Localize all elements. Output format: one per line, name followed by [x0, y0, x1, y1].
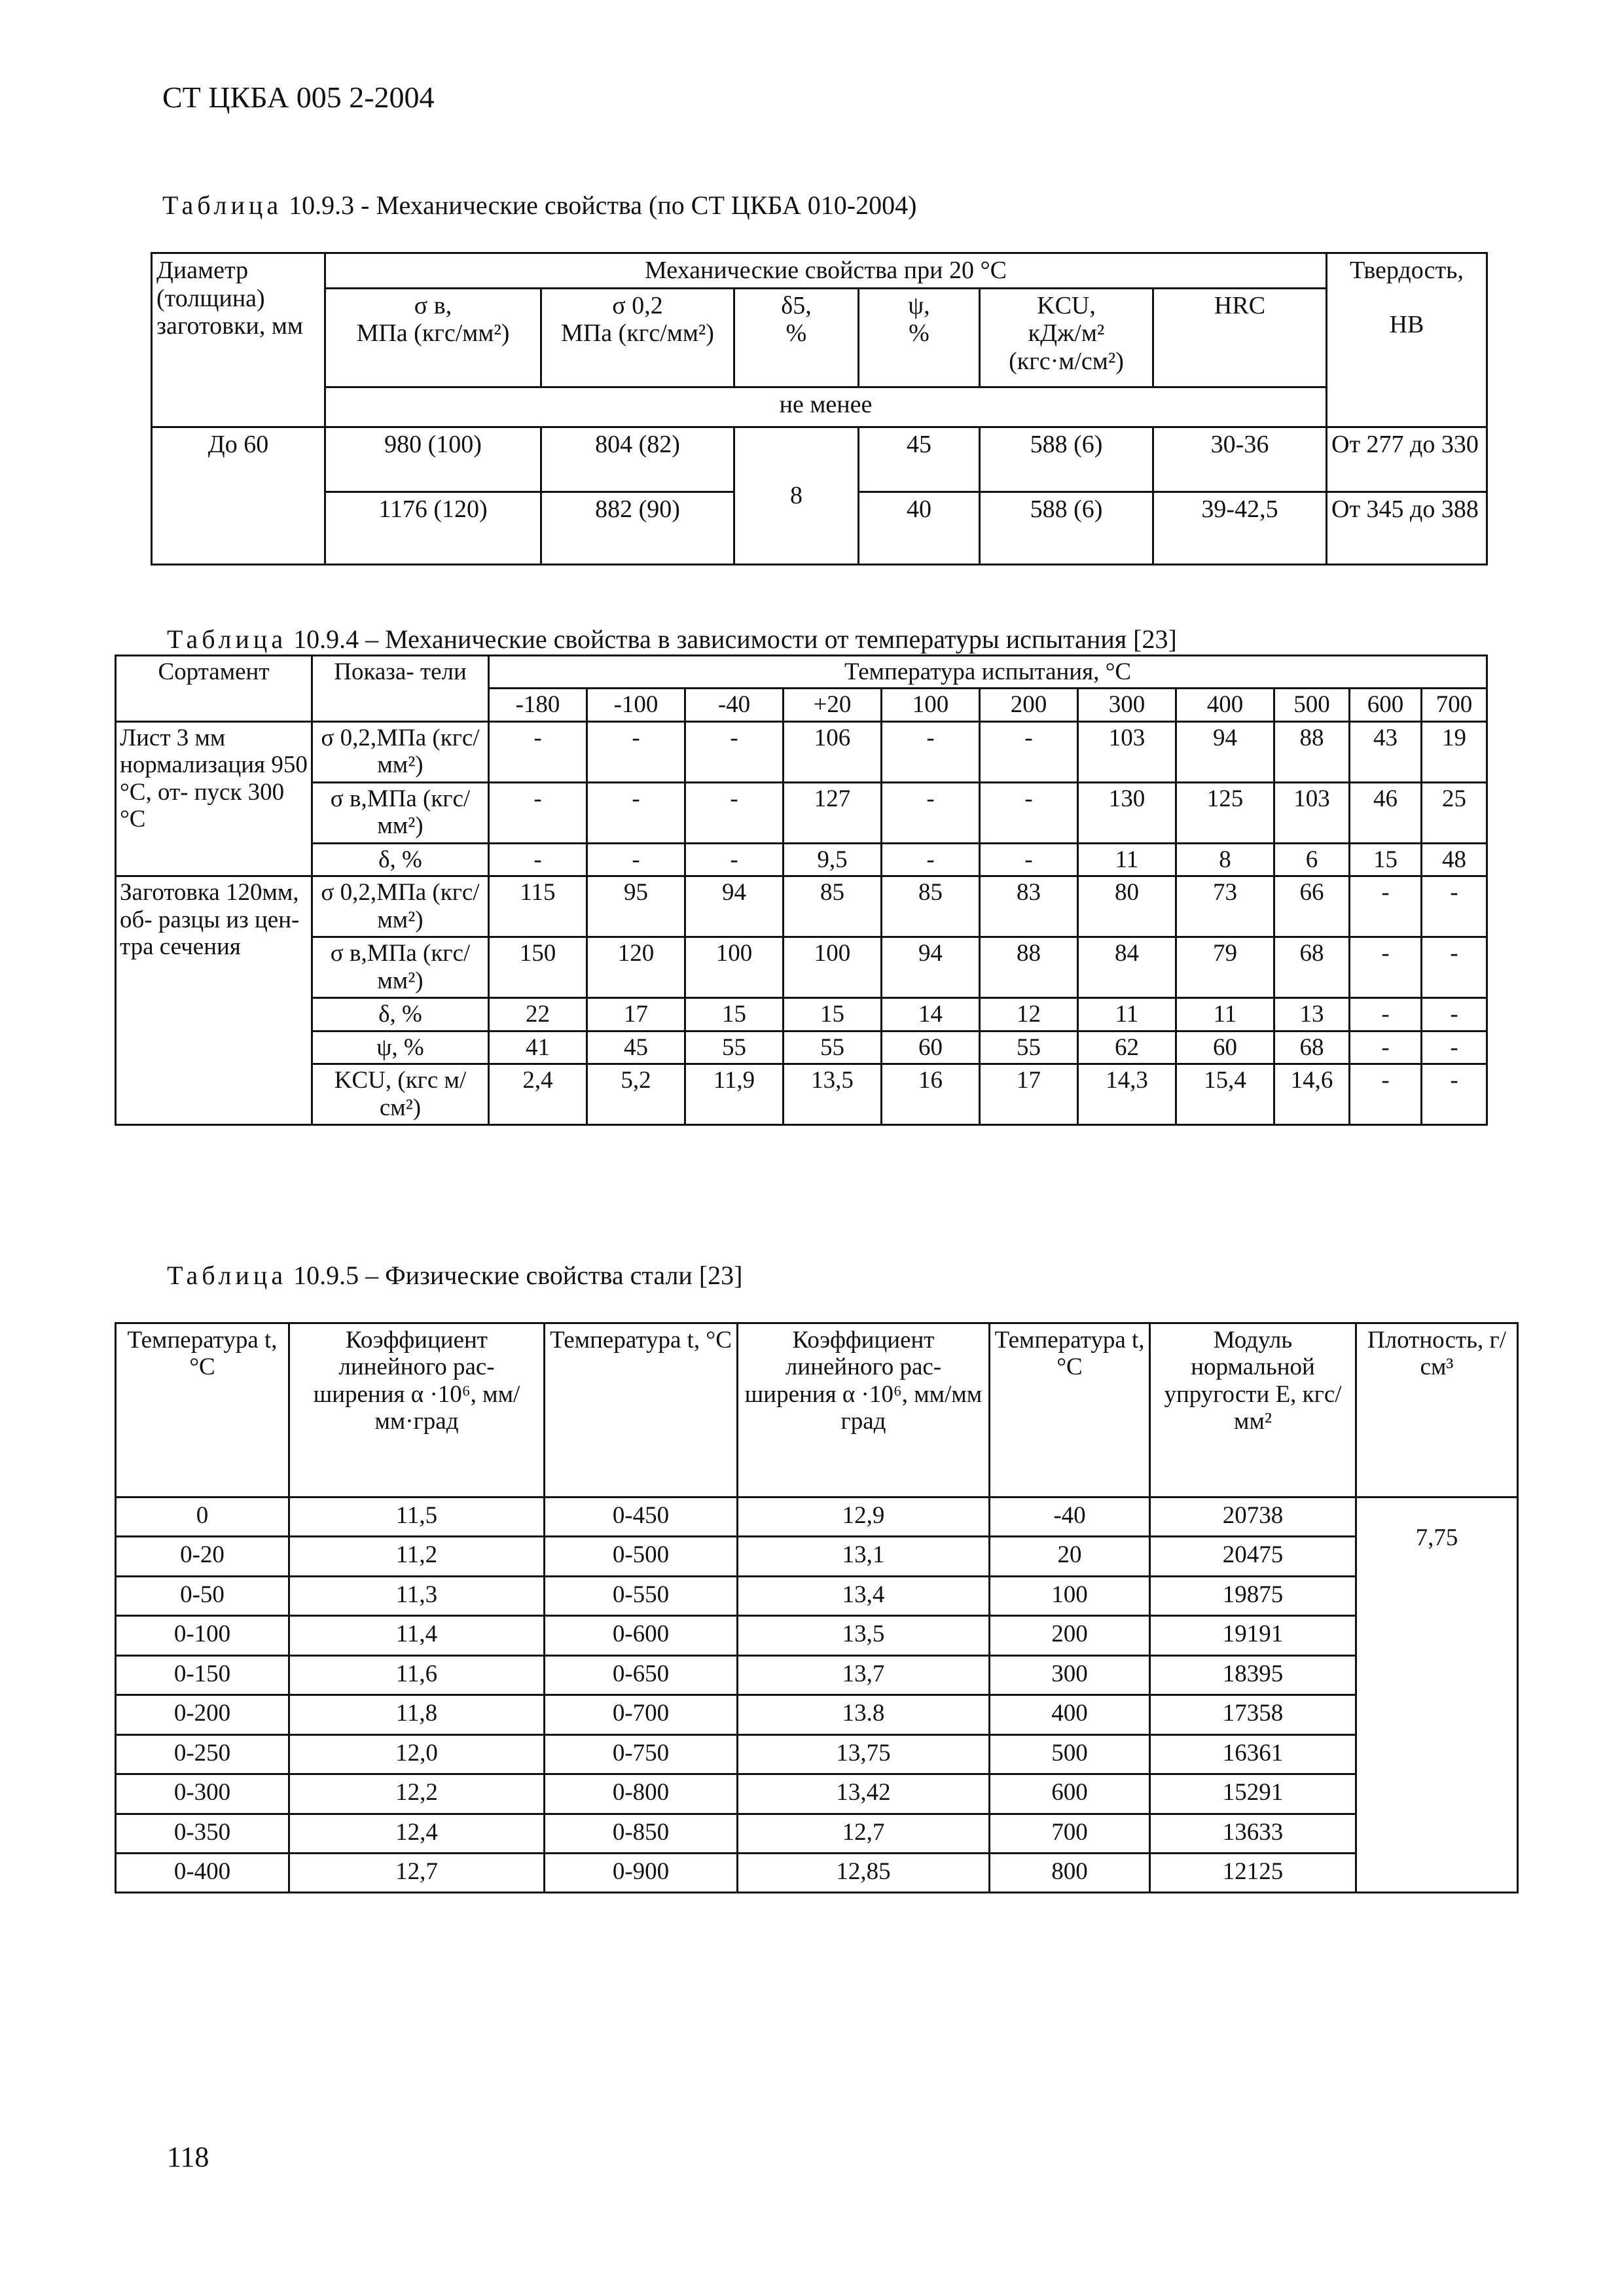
value-cell: 12 — [980, 998, 1078, 1031]
header-coef-1: Коэффициент линейного рас- ширения α ·10⁶, мм/мм·град — [289, 1323, 545, 1498]
value-cell: 12,9 — [738, 1498, 990, 1537]
value-cell: 13,5 — [784, 1064, 882, 1125]
value-cell: 16361 — [1150, 1734, 1356, 1774]
indicator-cell: KCU, (кгс м/см²) — [312, 1064, 489, 1125]
value-cell: 73 — [1176, 876, 1274, 937]
value-cell: 400 — [990, 1695, 1150, 1734]
value-cell: 94 — [1176, 721, 1274, 782]
table-row — [116, 1616, 1518, 1655]
table-row — [116, 1031, 1487, 1064]
value-cell: 68 — [1274, 937, 1350, 998]
table-row — [116, 1537, 1518, 1576]
value-cell: 88 — [1274, 721, 1350, 782]
value-cell: 11,6 — [289, 1655, 545, 1695]
header-kcu-unit2: (кгс·м/см²) — [1009, 347, 1124, 375]
value-cell: 600 — [990, 1774, 1150, 1814]
value-cell: 11,2 — [289, 1537, 545, 1576]
group-label: Лист 3 мм нормализация 950 °С, от- пуск 300 °С — [116, 721, 312, 876]
value-cell: - — [980, 843, 1078, 876]
header-not-less: не менее — [325, 387, 1327, 427]
value-cell: 60 — [882, 1031, 980, 1064]
value-cell: 17 — [980, 1064, 1078, 1125]
header-hardness-label: Твердость, — [1350, 257, 1464, 284]
header-delta5 — [734, 288, 859, 387]
value-cell: 0-750 — [545, 1734, 738, 1774]
value-cell: 88 — [980, 937, 1078, 998]
header-temp-0: -180 — [489, 689, 587, 721]
table1-caption-text: 10.9.3 - Механические свойства (по СТ ЦКБА 010-2004) — [289, 190, 917, 220]
group-label: Заготовка 120мм, об- разцы из цен- тра сечения — [116, 876, 312, 1125]
table-row — [116, 998, 1487, 1031]
header-temp-7: 400 — [1176, 689, 1274, 721]
table-row — [116, 721, 1487, 782]
header-kcu-unit: кДж/м² — [1028, 319, 1105, 348]
value-cell: 127 — [784, 782, 882, 843]
table1-caption-prefix: Таблица — [162, 190, 283, 220]
cell-sigma-b: 980 (100) — [325, 427, 541, 492]
cell-sigma-02: 882 (90) — [541, 492, 734, 564]
value-cell: 20475 — [1150, 1537, 1356, 1576]
value-cell: 100 — [990, 1576, 1150, 1615]
header-assortment: Сортамент — [116, 656, 312, 722]
value-cell: 103 — [1274, 782, 1350, 843]
table3-caption — [167, 1260, 742, 1291]
header-temp-2: Температура t, °С — [545, 1323, 738, 1498]
cell-hrc: 30-36 — [1153, 427, 1327, 492]
value-cell: 17 — [587, 998, 685, 1031]
value-cell: 95 — [587, 876, 685, 937]
indicator-cell: ψ, % — [312, 1031, 489, 1064]
cell-psi: 45 — [859, 427, 980, 492]
value-cell: 5,2 — [587, 1064, 685, 1125]
value-cell: -40 — [990, 1498, 1150, 1537]
value-cell: 20738 — [1150, 1498, 1356, 1537]
value-cell: 0-600 — [545, 1616, 738, 1655]
header-sigma-02-symbol: σ 0,2 — [612, 291, 663, 319]
value-cell: 18395 — [1150, 1655, 1356, 1695]
value-cell: 500 — [990, 1734, 1150, 1774]
value-cell: 15 — [685, 998, 784, 1031]
value-cell: 66 — [1274, 876, 1350, 937]
value-cell: 22 — [489, 998, 587, 1031]
value-cell: - — [882, 721, 980, 782]
value-cell: 15,4 — [1176, 1064, 1274, 1125]
value-cell: 0-200 — [116, 1695, 289, 1734]
value-cell: 0-100 — [116, 1616, 289, 1655]
table-row — [116, 937, 1487, 998]
value-cell: 19875 — [1150, 1576, 1356, 1615]
value-cell: 130 — [1078, 782, 1176, 843]
value-cell: 2,4 — [489, 1064, 587, 1125]
cell-delta5: 8 — [734, 427, 859, 564]
header-kcu — [980, 288, 1153, 387]
value-cell: 19 — [1422, 721, 1487, 782]
value-cell: 85 — [784, 876, 882, 937]
header-sigma-02-unit: МПа (кгс/мм²) — [561, 319, 714, 348]
indicator-cell: δ, % — [312, 998, 489, 1031]
value-cell: - — [1422, 876, 1487, 937]
value-cell: - — [489, 843, 587, 876]
value-cell: 0-650 — [545, 1655, 738, 1695]
table-row — [116, 1655, 1518, 1695]
value-cell: 43 — [1350, 721, 1422, 782]
value-cell: 94 — [882, 937, 980, 998]
cell-hrc: 39-42,5 — [1153, 492, 1327, 564]
value-cell: - — [489, 721, 587, 782]
header-sigma-b-symbol: σ в, — [414, 291, 452, 319]
table2-caption-prefix: Таблица — [167, 624, 287, 654]
value-cell: 12125 — [1150, 1853, 1356, 1892]
table-row — [116, 1695, 1518, 1734]
value-cell: 62 — [1078, 1031, 1176, 1064]
header-psi — [859, 288, 980, 387]
header-temp-5: 200 — [980, 689, 1078, 721]
value-cell: 55 — [685, 1031, 784, 1064]
header-kcu-symbol: KCU, — [1037, 291, 1096, 319]
table-row — [116, 1498, 1518, 1537]
value-cell: 800 — [990, 1853, 1150, 1892]
value-cell: 83 — [980, 876, 1078, 937]
value-cell: 20 — [990, 1537, 1150, 1576]
value-cell: 85 — [882, 876, 980, 937]
header-temp-2: -40 — [685, 689, 784, 721]
value-cell: 125 — [1176, 782, 1274, 843]
value-cell: 19191 — [1150, 1616, 1356, 1655]
header-hardness — [1327, 253, 1487, 427]
cell-diameter: До 60 — [152, 427, 325, 564]
value-cell: 100 — [784, 937, 882, 998]
value-cell: 11,3 — [289, 1576, 545, 1615]
cell-psi: 40 — [859, 492, 980, 564]
value-cell: 0-700 — [545, 1695, 738, 1734]
value-cell: 0-400 — [116, 1853, 289, 1892]
value-cell: - — [685, 721, 784, 782]
value-cell: 11 — [1078, 998, 1176, 1031]
value-cell: 120 — [587, 937, 685, 998]
cell-hb: От 345 до 388 — [1327, 492, 1487, 564]
value-cell: 13.8 — [738, 1695, 990, 1734]
value-cell: - — [980, 782, 1078, 843]
value-cell: 55 — [980, 1031, 1078, 1064]
value-cell: - — [587, 721, 685, 782]
value-cell: 0-800 — [545, 1774, 738, 1814]
value-cell: 13,7 — [738, 1655, 990, 1695]
value-cell: 0-500 — [545, 1537, 738, 1576]
header-temp-1: Температура t, °С — [116, 1323, 289, 1498]
value-cell: - — [1350, 998, 1422, 1031]
header-temp-8: 500 — [1274, 689, 1350, 721]
header-temp-4: 100 — [882, 689, 980, 721]
value-cell: 700 — [990, 1814, 1150, 1853]
value-cell: 13,5 — [738, 1616, 990, 1655]
table-row — [116, 1814, 1518, 1853]
header-temp-10: 700 — [1422, 689, 1487, 721]
value-cell: 84 — [1078, 937, 1176, 998]
value-cell: - — [685, 843, 784, 876]
value-cell: 11,9 — [685, 1064, 784, 1125]
value-cell: 48 — [1422, 843, 1487, 876]
value-cell: 0-450 — [545, 1498, 738, 1537]
value-cell: 13 — [1274, 998, 1350, 1031]
value-cell: - — [980, 721, 1078, 782]
value-cell: - — [882, 843, 980, 876]
indicator-cell: σ в,МПа (кгс/мм²) — [312, 937, 489, 998]
table-row — [116, 1774, 1518, 1814]
value-cell: 12,85 — [738, 1853, 990, 1892]
cell-kcu: 588 (6) — [980, 492, 1153, 564]
value-cell: - — [882, 782, 980, 843]
header-coef-2: Коэффициент линейного рас- ширения α ·10⁶, мм/мм град — [738, 1323, 990, 1498]
value-cell: 0-300 — [116, 1774, 289, 1814]
indicator-cell: σ в,МПа (кгс/мм²) — [312, 782, 489, 843]
value-cell: - — [587, 843, 685, 876]
header-temp-3: +20 — [784, 689, 882, 721]
value-cell: 25 — [1422, 782, 1487, 843]
header-diameter: Диаметр (толщина) заготовки, мм — [152, 253, 325, 427]
value-cell: - — [1350, 876, 1422, 937]
header-indicators: Показа- тели — [312, 656, 489, 722]
value-cell: 0-150 — [116, 1655, 289, 1695]
value-cell: 11,4 — [289, 1616, 545, 1655]
density-value: 7,75 — [1356, 1498, 1518, 1893]
value-cell: 60 — [1176, 1031, 1274, 1064]
cell-kcu: 588 (6) — [980, 427, 1153, 492]
value-cell: 0-350 — [116, 1814, 289, 1853]
table2-caption-text: 10.9.4 – Механические свойства в зависимости от температуры испытания [23] — [293, 624, 1177, 654]
value-cell: 6 — [1274, 843, 1350, 876]
value-cell: - — [1422, 937, 1487, 998]
value-cell: 12,4 — [289, 1814, 545, 1853]
table-row — [116, 843, 1487, 876]
header-temp-6: 300 — [1078, 689, 1176, 721]
cell-hb: От 277 до 330 — [1327, 427, 1487, 492]
value-cell: 300 — [990, 1655, 1150, 1695]
value-cell: 103 — [1078, 721, 1176, 782]
document-header: СТ ЦКБА 005 2-2004 — [162, 81, 435, 114]
value-cell: 0 — [116, 1498, 289, 1537]
table2-caption — [167, 624, 1177, 655]
value-cell: 13,4 — [738, 1576, 990, 1615]
value-cell: 13633 — [1150, 1814, 1356, 1853]
value-cell: 13,75 — [738, 1734, 990, 1774]
value-cell: 12,7 — [289, 1853, 545, 1892]
value-cell: 94 — [685, 876, 784, 937]
value-cell: 11,8 — [289, 1695, 545, 1734]
indicator-cell: δ, % — [312, 843, 489, 876]
value-cell: 13,42 — [738, 1774, 990, 1814]
value-cell: 11 — [1176, 998, 1274, 1031]
value-cell: 11,5 — [289, 1498, 545, 1537]
header-density: Плотность, г/см³ — [1356, 1323, 1518, 1498]
header-temp-3: Температура t, °С — [990, 1323, 1150, 1498]
table-mech-vs-temperature — [115, 655, 1488, 1126]
table-row — [116, 1853, 1518, 1892]
header-sigma-b — [325, 288, 541, 387]
value-cell: 41 — [489, 1031, 587, 1064]
value-cell: - — [489, 782, 587, 843]
indicator-cell: σ 0,2,МПа (кгс/мм²) — [312, 721, 489, 782]
value-cell: 12,0 — [289, 1734, 545, 1774]
value-cell: 115 — [489, 876, 587, 937]
header-sigma-02 — [541, 288, 734, 387]
header-mech-props: Механические свойства при 20 °С — [325, 253, 1327, 289]
value-cell: - — [587, 782, 685, 843]
value-cell: 106 — [784, 721, 882, 782]
table3-caption-prefix: Таблица — [167, 1261, 287, 1290]
table-mechanical-properties — [151, 252, 1488, 565]
value-cell: 12,2 — [289, 1774, 545, 1814]
indicator-cell: σ 0,2,МПа (кгс/мм²) — [312, 876, 489, 937]
value-cell: 45 — [587, 1031, 685, 1064]
header-psi-symbol: ψ, — [908, 291, 930, 319]
value-cell: 0-250 — [116, 1734, 289, 1774]
value-cell: 150 — [489, 937, 587, 998]
value-cell: 0-550 — [545, 1576, 738, 1615]
table-row — [116, 876, 1487, 937]
value-cell: - — [1350, 1031, 1422, 1064]
value-cell: 13,1 — [738, 1537, 990, 1576]
value-cell: 15 — [784, 998, 882, 1031]
value-cell: 8 — [1176, 843, 1274, 876]
header-hrc: HRC — [1153, 288, 1327, 387]
value-cell: 15291 — [1150, 1774, 1356, 1814]
header-temp-1: -100 — [587, 689, 685, 721]
value-cell: 12,7 — [738, 1814, 990, 1853]
header-delta5-unit: % — [785, 319, 807, 348]
header-delta5-symbol: δ5, — [781, 291, 812, 319]
value-cell: 9,5 — [784, 843, 882, 876]
cell-sigma-02: 804 (82) — [541, 427, 734, 492]
table-row — [116, 782, 1487, 843]
value-cell: 0-50 — [116, 1576, 289, 1615]
value-cell: 14,6 — [1274, 1064, 1350, 1125]
value-cell: 55 — [784, 1031, 882, 1064]
value-cell: - — [1422, 1064, 1487, 1125]
value-cell: 14,3 — [1078, 1064, 1176, 1125]
value-cell: - — [1422, 998, 1487, 1031]
value-cell: 0-900 — [545, 1853, 738, 1892]
value-cell: 79 — [1176, 937, 1274, 998]
header-hardness-unit: НВ — [1389, 310, 1424, 338]
value-cell: 100 — [685, 937, 784, 998]
table3-caption-text: 10.9.5 – Физические свойства стали [23] — [293, 1261, 743, 1290]
value-cell: - — [1422, 1031, 1487, 1064]
value-cell: 11 — [1078, 843, 1176, 876]
value-cell: 0-850 — [545, 1814, 738, 1853]
header-psi-unit: % — [909, 319, 929, 348]
value-cell: - — [685, 782, 784, 843]
header-sigma-b-unit: МПа (кгс/мм²) — [356, 319, 510, 348]
table-row — [116, 1064, 1487, 1125]
table-row — [116, 1734, 1518, 1774]
value-cell: 80 — [1078, 876, 1176, 937]
value-cell: 200 — [990, 1616, 1150, 1655]
value-cell: 0-20 — [116, 1537, 289, 1576]
page-number: 118 — [167, 2141, 209, 2173]
header-modulus: Модуль нормальной упругости E, кгс/мм² — [1150, 1323, 1356, 1498]
value-cell: 14 — [882, 998, 980, 1031]
cell-sigma-b: 1176 (120) — [325, 492, 541, 564]
value-cell: - — [1350, 1064, 1422, 1125]
value-cell: 17358 — [1150, 1695, 1356, 1734]
value-cell: 16 — [882, 1064, 980, 1125]
table-row — [116, 1576, 1518, 1615]
header-temperature: Температура испытания, °С — [489, 656, 1487, 689]
header-temp-9: 600 — [1350, 689, 1422, 721]
value-cell: 46 — [1350, 782, 1422, 843]
value-cell: 15 — [1350, 843, 1422, 876]
value-cell: - — [1350, 937, 1422, 998]
value-cell: 68 — [1274, 1031, 1350, 1064]
table1-caption — [162, 190, 916, 221]
table-physical-properties — [115, 1322, 1519, 1893]
